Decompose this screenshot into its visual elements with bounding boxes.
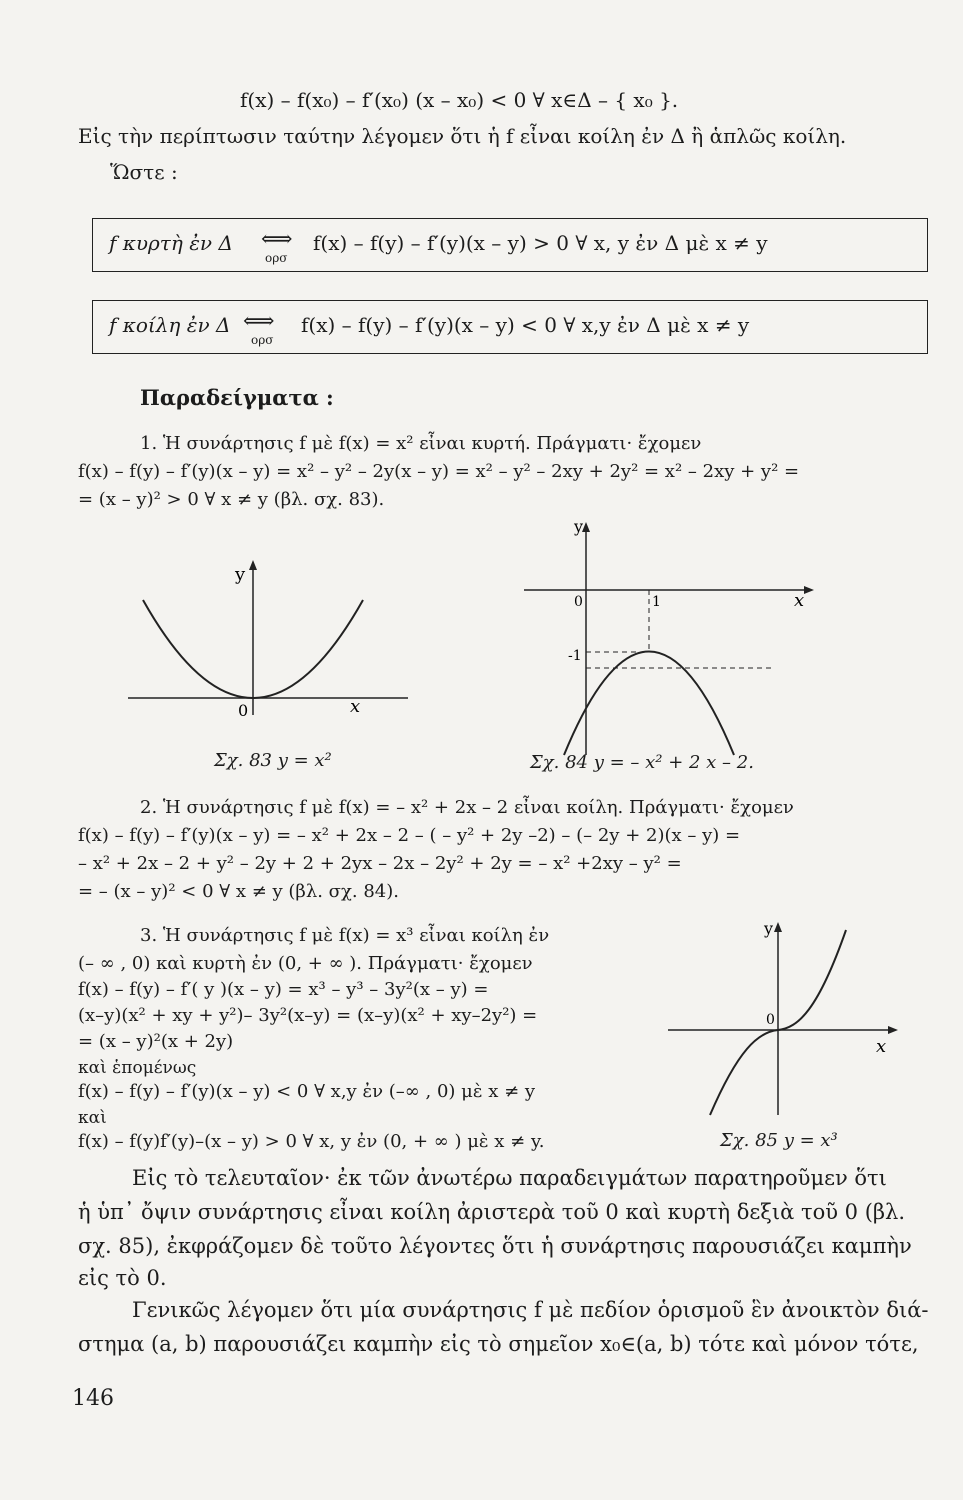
figure-83-caption: Σχ. 83 y = x² (214, 750, 332, 771)
paragraph2-line2: στημα (a, b) παρουσιάζει καμπὴν εἰς τὸ σημεῖον x₀∈(a, b) τότε καὶ μόνον τότε, (78, 1332, 919, 1356)
hence-label: Ὥστε : (110, 160, 178, 184)
y-arrow (774, 922, 782, 932)
y-label: y (235, 564, 246, 585)
y-label: y (764, 920, 774, 938)
equivalence-arrow: ⟺ (243, 309, 275, 334)
paragraph1-line2: ἡ ὑπ᾽ ὄψιν συνάρτησις εἶναι κοίλη ἀριστερὰ τοῦ 0 καὶ κυρτὴ δεξιὰ τοῦ 0 (βλ. (78, 1200, 906, 1224)
figure-84-caption: Σχ. 84 y = – x² + 2 x – 2. (530, 752, 754, 773)
example3-line7: f(x) – f(y) – f′(y)(x – y) < 0 ∀ x,y ἐν (–∞ , 0) μὲ x ≠ y (78, 1081, 536, 1102)
example2-line4: = – (x – y)² < 0 ∀ x ≠ y (βλ. σχ. 84). (78, 881, 399, 902)
paragraph1-line1: Εἰς τὸ τελευταῖον· ἐκ τῶν ἀνωτέρω παραδειγμάτων παρατηροῦμεν ὅτι (132, 1166, 887, 1190)
example3-line9: f(x) – f(y)f′(y)–(x – y) > 0 ∀ x, y ἐν (0, + ∞ ) μὲ x ≠ y. (78, 1131, 545, 1152)
y-arrow (582, 522, 590, 532)
example2-line3: – x² + 2x – 2 + y² – 2y + 2 + 2yx – 2x – 2y² + 2y = – x² +2xy – y² = (78, 853, 682, 874)
concave-box-left: f κοίλη ἐν Δ (109, 313, 231, 337)
example3-line6: καὶ ἑπομένως (78, 1058, 197, 1078)
example1-line1: 1. Ἡ συνάρτησις f μὲ f(x) = x² εἶναι κυρτή. Πράγματι· ἔχομεν (140, 433, 702, 454)
origin-label: 0 (238, 701, 249, 720)
origin-label: 0 (574, 594, 583, 610)
y-arrow (249, 560, 257, 570)
x-label: x (876, 1036, 887, 1057)
x-label: x (350, 696, 361, 717)
equivalence-subscript: ορσ (251, 333, 274, 347)
x-arrow (888, 1026, 898, 1034)
origin-label: 0 (766, 1012, 775, 1028)
top-formula: f(x) – f(x₀) – f′(x₀) (x – x₀) < 0 ∀ x∈Δ – { x₀ }. (240, 88, 679, 112)
example3-line3: f(x) – f(y) – f′( y )(x – y) = x³ – y³ – 3y²(x – y) = (78, 979, 489, 1000)
examples-heading: Παραδείγματα : (140, 385, 334, 410)
example1-line2: f(x) – f(y) – f′(y)(x – y) = x² – y² – 2y(x – y) = x² – y² – 2xy + 2y² = x² – 2xy + y² = (78, 461, 800, 482)
figure-84-parabola (524, 520, 824, 760)
page-number: 146 (72, 1386, 114, 1411)
equivalence-subscript: ορσ (265, 251, 288, 265)
x-label: x (794, 590, 805, 611)
x-arrow (804, 586, 814, 594)
concave-definition-line: Εἰς τὴν περίπτωσιν ταύτην λέγομεν ὅτι ἡ f εἶναι κοίλη ἐν Δ ἢ ἁπλῶς κοίλη. (78, 124, 847, 148)
tick-1: 1 (652, 594, 661, 610)
example3-line4: (x–y)(x² + xy + y²)– 3y²(x–y) = (x–y)(x² + xy–2y²) = (78, 1005, 538, 1026)
figure-85-caption: Σχ. 85 y = x³ (720, 1130, 838, 1151)
convex-box-right: f(x) – f(y) – f′(y)(x – y) > 0 ∀ x, y ἐν Δ μὲ x ≠ y (313, 231, 768, 255)
tick-minus-1: -1 (568, 648, 582, 664)
example3-line1: 3. Ἡ συνάρτησις f μὲ f(x) = x³ εἶναι κοίλη ἐν (140, 925, 550, 946)
y-label: y (574, 520, 584, 536)
example1-line3: = (x – y)² > 0 ∀ x ≠ y (βλ. σχ. 83). (78, 489, 385, 510)
figure-85-cubic (668, 920, 908, 1120)
figure-83-parabola (128, 560, 418, 720)
parabola-curve (564, 652, 734, 756)
example3-line8: καὶ (78, 1108, 107, 1128)
convex-box-left: f κυρτὴ ἐν Δ (109, 231, 233, 255)
equivalence-arrow: ⟺ (261, 227, 293, 252)
example2-line2: f(x) – f(y) – f′(y)(x – y) = – x² + 2x – 2 – ( – y² + 2y –2) – (– 2y + 2)(x – y) = (78, 825, 741, 846)
paragraph2-line1: Γενικῶς λέγομεν ὅτι μία συνάρτησις f μὲ πεδίον ὁρισμοῦ ἓν ἀνοικτὸν διά- (132, 1298, 929, 1322)
concave-definition-box (92, 300, 928, 354)
convex-definition-box (92, 218, 928, 272)
paragraph1-line3: σχ. 85), ἐκφράζομεν δὲ τοῦτο λέγοντες ὅτι ἡ συνάρτησις παρουσιάζει καμπὴν (78, 1234, 912, 1258)
paragraph1-line4: εἰς τὸ 0. (78, 1266, 167, 1290)
example3-line2: (– ∞ , 0) καὶ κυρτὴ ἐν (0, + ∞ ). Πράγματι· ἔχομεν (78, 953, 533, 974)
example2-line1: 2. Ἡ συνάρτησις f μὲ f(x) = – x² + 2x – 2 εἶναι κοίλη. Πράγματι· ἔχομεν (140, 797, 794, 818)
example3-line5: = (x – y)²(x + 2y) (78, 1031, 234, 1052)
concave-box-right: f(x) – f(y) – f′(y)(x – y) < 0 ∀ x,y ἐν Δ μὲ x ≠ y (301, 313, 750, 337)
